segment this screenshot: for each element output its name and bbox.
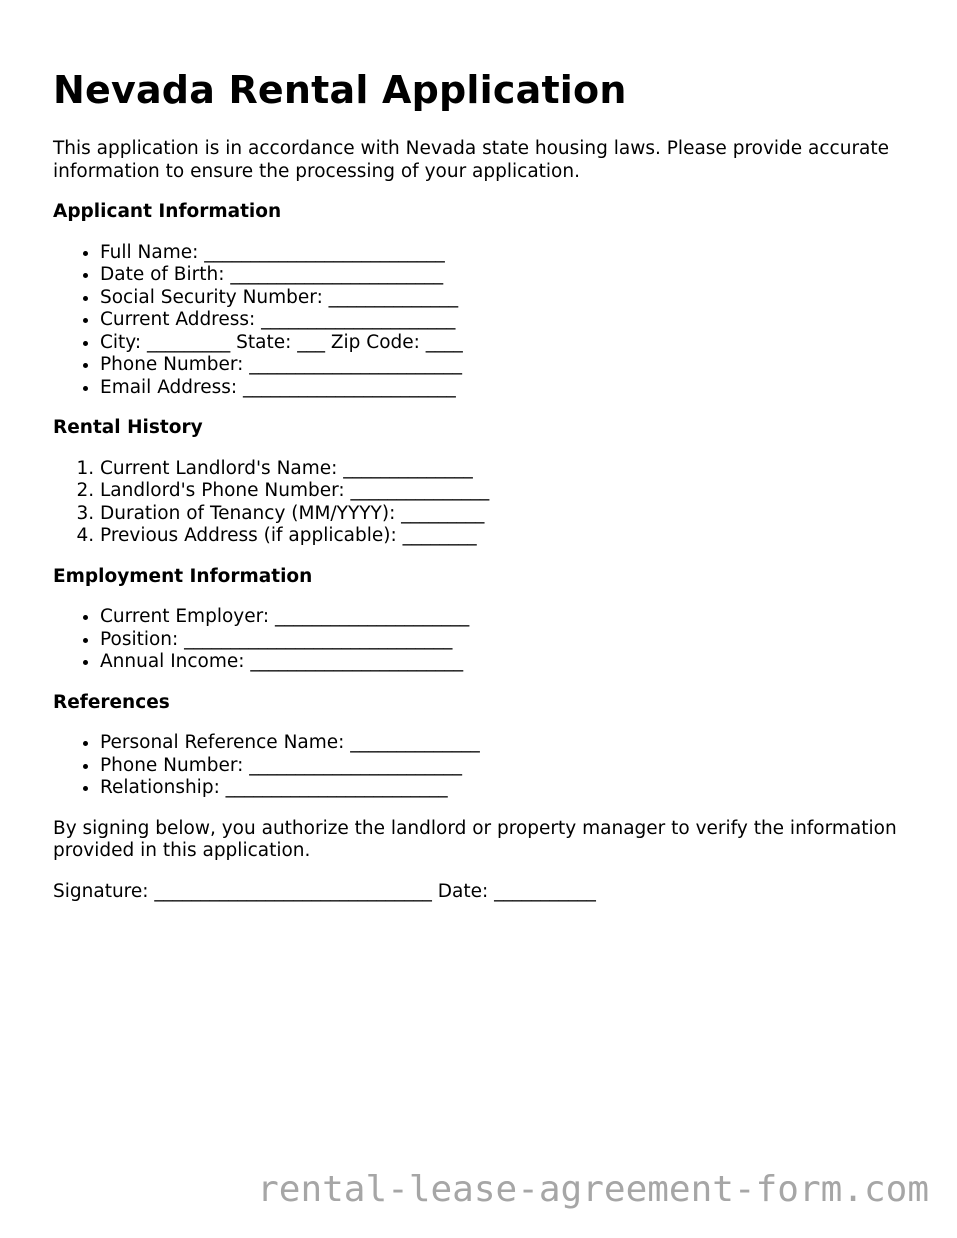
annual-income-field: • Annual Income: _______________________ xyxy=(100,651,913,674)
consent-paragraph: By signing below, you authorize the landlord or property manager to verify the information provided in this application. xyxy=(53,817,897,861)
ssn-field: • Social Security Number: ______________ xyxy=(100,287,913,310)
city-state-zip-field: • City: _________ State: ___ Zip Code: ____ xyxy=(100,332,913,355)
current-employer-field: • Current Employer: _____________________ xyxy=(100,606,913,629)
signature-date-line: Signature: ______________________________ Date: ___________ xyxy=(53,880,596,902)
relationship-field: • Relationship: ________________________ xyxy=(100,777,913,800)
phone-number-field: • Phone Number: _______________________ xyxy=(100,354,913,377)
references-heading: References xyxy=(53,691,170,713)
references-list xyxy=(53,732,913,800)
document-title: Nevada Rental Application xyxy=(53,68,627,112)
full-name-field: • Full Name: __________________________ xyxy=(100,242,913,265)
reference-name-field: • Personal Reference Name: ______________ xyxy=(100,732,913,755)
rental-application-document xyxy=(53,64,913,903)
employment-information-list xyxy=(53,606,913,674)
current-landlord-name-field: 1. Current Landlord's Name: ______________ xyxy=(100,458,913,481)
tenancy-duration-field: 3. Duration of Tenancy (MM/YYYY): _________ xyxy=(100,503,913,526)
email-address-field: • Email Address: _______________________ xyxy=(100,377,913,400)
applicant-information-list xyxy=(53,242,913,400)
watermark-url: rental-lease-agreement-form.com xyxy=(257,1169,929,1210)
employment-information-heading: Employment Information xyxy=(53,565,313,587)
position-field: • Position: _____________________________ xyxy=(100,629,913,652)
rental-history-list xyxy=(53,458,913,548)
reference-phone-field: • Phone Number: _______________________ xyxy=(100,755,913,778)
rental-history-heading: Rental History xyxy=(53,417,203,438)
current-address-field: • Current Address: _____________________ xyxy=(100,309,913,332)
date-of-birth-field: • Date of Birth: _______________________ xyxy=(100,264,913,287)
previous-address-field: 4. Previous Address (if applicable): ________ xyxy=(100,525,913,548)
applicant-information-heading: Applicant Information xyxy=(53,201,282,222)
intro-paragraph: This application is in accordance with Nevada state housing laws. Please provide accurate information to ensure the processing of your application. xyxy=(53,138,890,182)
landlord-phone-field: 2. Landlord's Phone Number: _______________ xyxy=(100,480,913,503)
